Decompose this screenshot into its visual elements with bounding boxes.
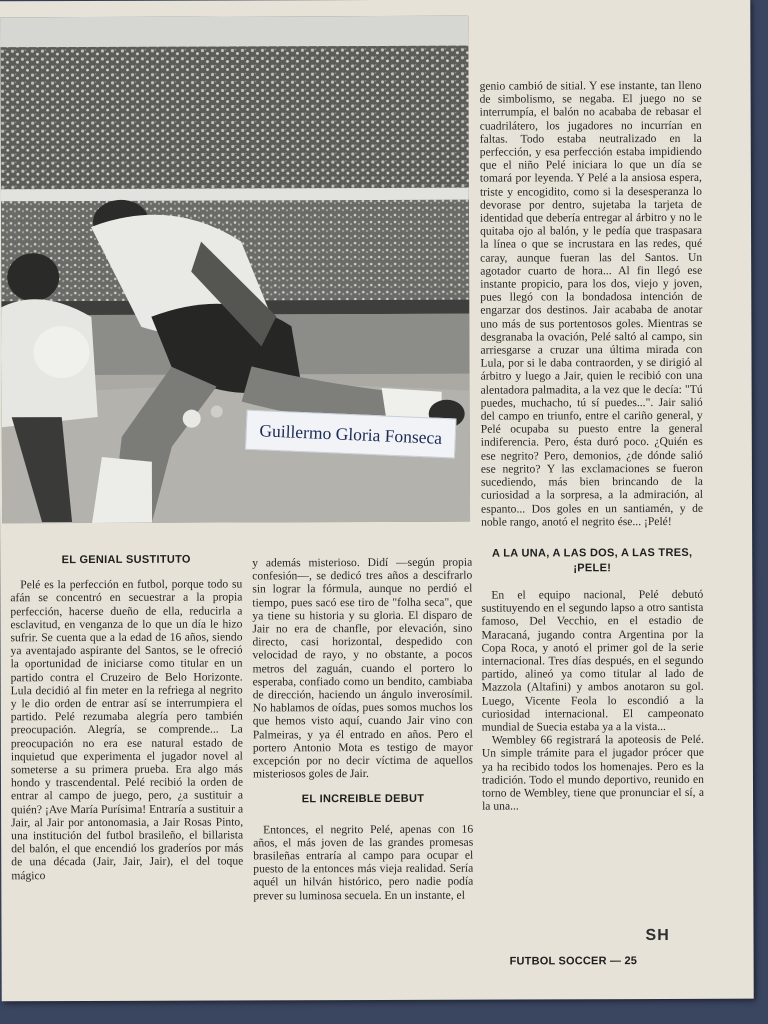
paragraph: Entonces, el negrito Pelé, apenas con 16 años, el más joven de las grandes promesas brasileñas entraría al campo para ocupar el puesto de la entonces más vieja realidad. Sería aquél un hilván histórico, pero nadie podía prever su luminosa secuela. En un instante, el xyxy=(253,822,474,903)
article-column-3 xyxy=(480,79,705,813)
section-heading-a-la-una: A LA UNA, A LAS DOS, A LAS TRES, ¡PELE! xyxy=(492,546,693,575)
paragraph: Pelé es la perfección en futbol, porque todo su afán se concentró en secuestrar a la propia perfección, hacerse dueño de ella, reducirla a esclavitud, en venganza de lo que un día le hizo sufrir. Se cuenta que a la edad de 16 años, siendo ya aventajado aspirante del Santos, se le ofreció la oportunidad de iniciarse como titular en un partido contra el Cruzeiro de Belo Horizonte. Lula decidió al fin meter en la refriega al negrito y le dio orden de entrar así se interrumpiera el partido. Pelé rezumaba alegría pero también preocupación. Alegría, se comprende... La preocupación no era ese natural estado de inquietud que experimenta el jugador novel al someterse a su primera prueba. Era algo más hondo y trascendental. Pelé recibió la orden de entrar al campo de juego, pero, ¿a sustituir a quién? ¡Ave María Purísima! Entraría a sustituir a Jair, al Jair por antonomasia, a Jair Rosas Pinto, una institución del futbol brasileño, el billarista del balón, el que encendió los graderíos por más de una década (Jair, Jair, Jair), el del toque mágico xyxy=(10,577,244,882)
section-heading-genial-sustituto: EL GENIAL SUSTITUTO xyxy=(61,553,191,567)
author-signature: SH xyxy=(645,926,670,945)
paragraph: Wembley 66 registrará la apoteosis de Pelé. Un simple trámite para el jugador prócer que ya ha recibido todos los homenajes. Pero es la tradición. Todo el mundo deportivo, reunido en torno de Wembley, tiene que pronunciar el sí, a la una... xyxy=(481,732,705,813)
paragraph: y además misterioso. Didí —según propia confesión—, se dedicó tres años a descifrarlo sin lograr la fórmula, aunque no perdió el tiempo, pues sacó ese tiro de "folha seca", que ya tiene su historia y su gloria. El disparo de Jair no era de chanfle, por elevación, sino directo, casi horizontal, despedido con velocidad de rayo, y no obstante, a pocos metros del zaguán, cuando el portero lo esperaba, confiado como un bendito, cambiaba de dirección, haciendo un ángulo inverosímil. No hablamos de oídas, pues somos muchos los que hemos visto aquí, cuando Jair vino con Palmeiras, y ya él entrado en años. Pero el portero Antonio Mota es testigo de mayor excepción por no decir víctima de aquellos misteriosos goles de Jair. xyxy=(252,555,473,781)
paragraph: genio cambió de sitial. Y ese instante, tan lleno de simbolismo, se negaba. El juego no se interrumpía, el balón no acababa de rebasar el cuadrilátero, los jugadores no incurrían en faltas. Todo estaba neutralizado en la perfección, y esa perfección estaba impidiendo que el niño Pelé iniciara lo que un día se tomará por leyenda. Y Pelé a la ansiosa espera, triste y encogidito, como si la desesperanza lo devorase por dentro, sujetaba la tarjeta de identidad que debería entregar al árbitro y no le quitaba ojo al balón, y le pedía que traspasara la línea o que se incrustara en las redes, qué caray, aunque fueran las del Santos. Un agotador cuarto de hora... Al fin llegó ese instante propicio, para los dos, viejo y joven, pues llegó con la bondadosa intención de engarzar dos destinos. Jair acababa de anotar uno más de sus portentosos goles. Mientras se desgranaba la ovación, Pelé saltó al campo, sin arriesgarse a cruzar una última mirada con Lula, por si le daba contraorden, y se dirigió al árbitro y luego a Jair, quien le recibió con una alentadora palmadita, a la vez que le decía: "Tú puedes, muchacho, tú sí puedes...". Jair salió del campo en triunfo, entre el cariño general, y Pelé ocupaba su puesto entre la general indiferencia. Pero, ésta duró poco. ¿Quién es ese negrito? Pero, demonios, ¿de dónde salió ese negrito? Y las exclamaciones se fueron sucediendo, más bien brincando de la curiosidad a la sorpresa, a la admiración, al espanto... Dos goles en un santiamén, y de noble rango, anotó el negrito ése... ¡Pelé! xyxy=(479,78,704,529)
article-column-1 xyxy=(10,553,243,882)
section-heading-increible-debut: EL INCREIBLE DEBUT xyxy=(301,793,425,806)
paragraph: En el equipo nacional, Pelé debutó sustituyendo en el segundo lapso a otro santista famoso, Del Vecchio, en el estadio de Maracaná, jugando contra Argentina por la Copa Roca, y anotó el primer gol de la serie internacional. Tres días después, en el segundo partido, alineó ya como titular al lado de Mazzola (Altafini) y ambos anotaron su gol. Luego, Vicente Feola lo escondió a la curiosidad internacional. El campeonato mundial de Suecia estaba ya a la vista... xyxy=(481,587,704,734)
article-column-2 xyxy=(252,556,473,903)
page-footer: FUTBOL SOCCER — 25 xyxy=(509,955,638,968)
watermark-label: Guillermo Gloria Fonseca xyxy=(245,410,456,459)
